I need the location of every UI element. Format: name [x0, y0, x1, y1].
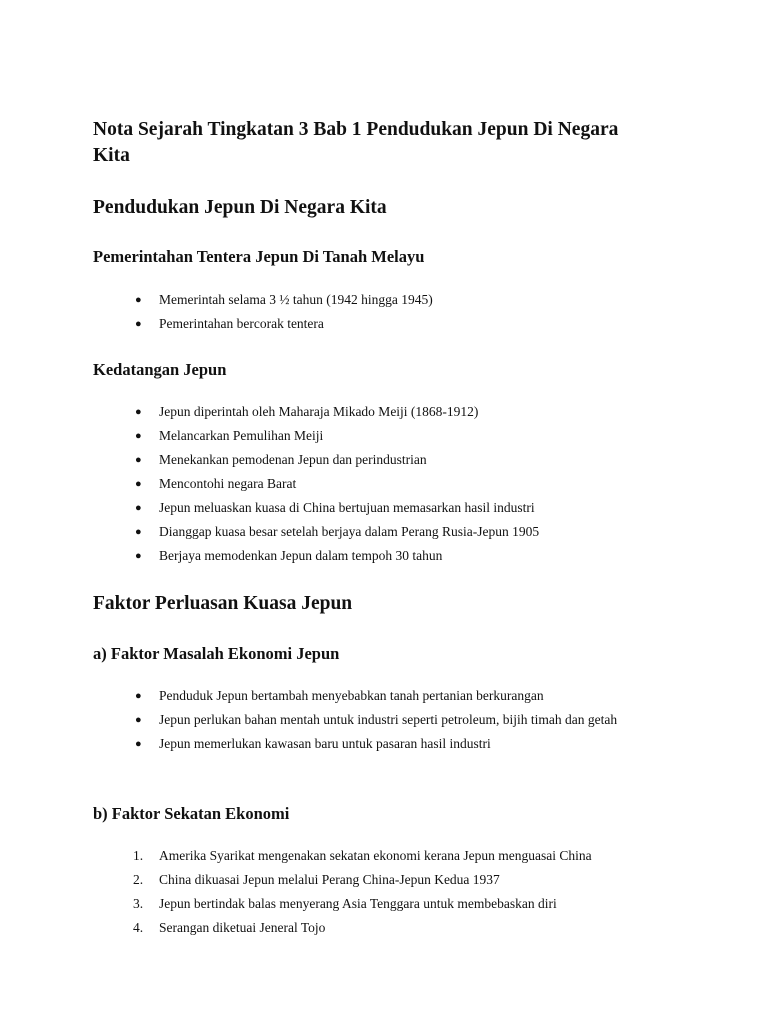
- list-item: [93, 424, 683, 448]
- list-item-text: China dikuasai Jepun melalui Perang China-Jepun Kedua 1937: [159, 872, 500, 887]
- bullet-icon: ●: [135, 478, 142, 490]
- list-item: [93, 684, 683, 708]
- list-item-text: Jepun memerlukan kawasan baru untuk pasaran hasil industri: [159, 736, 491, 751]
- bullet-icon: ●: [135, 690, 142, 702]
- list-item-text: Dianggap kuasa besar setelah berjaya dalam Perang Rusia-Jepun 1905: [159, 524, 540, 539]
- document-title: Nota Sejarah Tingkatan 3 Bab 1 Pendudukan Jepun Di Negara Kita: [93, 119, 619, 166]
- list-item: [93, 868, 683, 892]
- section-main-heading: Pendudukan Jepun Di Negara Kita: [93, 197, 387, 218]
- list-kedatangan: [93, 400, 683, 568]
- section-heading-kedatangan: Kedatangan Jepun: [93, 360, 227, 379]
- list-pemerintahan: [93, 288, 683, 336]
- list-number: 3.: [133, 896, 144, 911]
- list-item-text: Jepun perlukan bahan mentah untuk industri seperti petroleum, bijih timah dan getah: [159, 712, 618, 727]
- faktor-a-heading: a) Faktor Masalah Ekonomi Jepun: [93, 644, 340, 663]
- bullet-icon: ●: [135, 738, 142, 750]
- list-item: [93, 472, 683, 496]
- bullet-icon: ●: [135, 526, 142, 538]
- list-item: [93, 732, 683, 756]
- list-item: [93, 312, 683, 336]
- list-item: [93, 448, 683, 472]
- bullet-icon: ●: [135, 318, 142, 330]
- list-item: [93, 400, 683, 424]
- list-number: 1.: [133, 848, 144, 863]
- list-faktor-b: [93, 844, 683, 940]
- list-item-text: Penduduk Jepun bertambah menyebabkan tanah pertanian berkurangan: [159, 688, 544, 703]
- list-item: [93, 496, 683, 520]
- list-item-text: Melancarkan Pemulihan Meiji: [159, 428, 324, 443]
- list-faktor-a: [93, 684, 683, 756]
- faktor-heading: Faktor Perluasan Kuasa Jepun: [93, 593, 353, 614]
- bullet-icon: ●: [135, 454, 142, 466]
- bullet-icon: ●: [135, 502, 142, 514]
- list-item-text: Menekankan pemodenan Jepun dan perindustrian: [159, 452, 427, 467]
- list-item-text: Mencontohi negara Barat: [159, 476, 297, 491]
- list-item-text: Berjaya memodenkan Jepun dalam tempoh 30 tahun: [159, 548, 443, 563]
- list-item-text: Memerintah selama 3 ½ tahun (1942 hingga 1945): [159, 292, 433, 307]
- list-item-text: Jepun bertindak balas menyerang Asia Tenggara untuk membebaskan diri: [159, 896, 557, 911]
- list-item: [93, 916, 683, 940]
- bullet-icon: ●: [135, 550, 142, 562]
- list-item-text: Serangan diketuai Jeneral Tojo: [159, 920, 326, 935]
- bullet-icon: ●: [135, 714, 142, 726]
- list-item: [93, 892, 683, 916]
- list-item-text: Jepun diperintah oleh Maharaja Mikado Meiji (1868-1912): [159, 404, 479, 419]
- list-item-text: Jepun meluaskan kuasa di China bertujuan memasarkan hasil industri: [159, 500, 535, 515]
- bullet-icon: ●: [135, 294, 142, 306]
- list-item-text: Pemerintahan bercorak tentera: [159, 316, 324, 331]
- list-item: [93, 544, 683, 568]
- list-item: [93, 288, 683, 312]
- section-heading-pemerintahan: Pemerintahan Tentera Jepun Di Tanah Melayu: [93, 247, 425, 266]
- list-number: 4.: [133, 920, 144, 935]
- list-item: [93, 708, 683, 732]
- faktor-b-heading: b) Faktor Sekatan Ekonomi: [93, 804, 290, 823]
- list-item: [93, 520, 683, 544]
- list-item: [93, 844, 683, 868]
- bullet-icon: ●: [135, 430, 142, 442]
- bullet-icon: ●: [135, 406, 142, 418]
- list-item-text: Amerika Syarikat mengenakan sekatan ekonomi kerana Jepun menguasai China: [159, 848, 592, 863]
- list-number: 2.: [133, 872, 144, 887]
